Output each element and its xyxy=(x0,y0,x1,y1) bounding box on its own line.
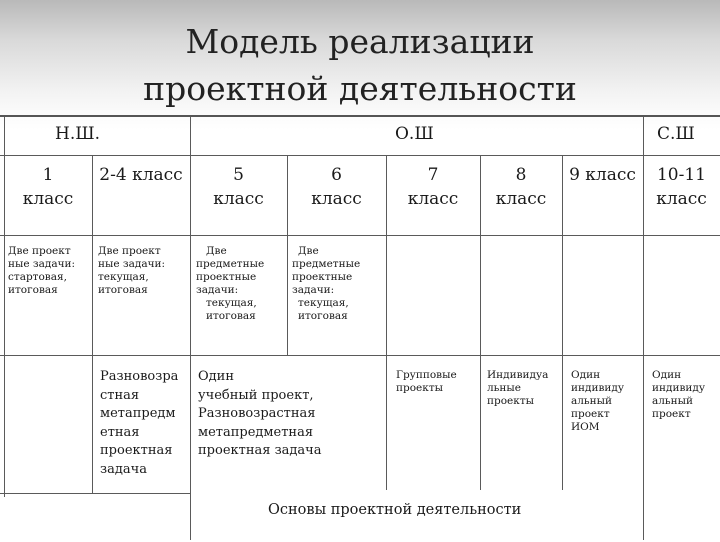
projects-grade-5-6: Один учебный проект, Разновозрастная метапредметная проектная задача xyxy=(198,369,322,458)
grade-2-4: 2-4 класс xyxy=(99,165,183,185)
grade-8: 8 класс xyxy=(495,165,547,209)
projects-grade-7: Групповые проекты xyxy=(396,369,457,394)
level-basic: О.Ш xyxy=(395,124,434,144)
projects-grade-8: Индивидуа льные проекты xyxy=(487,369,549,407)
tasks-grade-2-4: Две проект ные задачи: текущая, итоговая xyxy=(98,245,166,296)
footer-course: Основы проектной деятельности xyxy=(268,502,522,518)
title-line-2: проектной деятельности xyxy=(143,69,577,108)
grade-9: 9 класс xyxy=(569,165,636,185)
grade-10-11: 10-11 класс xyxy=(656,165,707,209)
grade-5: 5 класс xyxy=(213,165,264,209)
tasks-grade-6: Две предметные проектные задачи: текущая, итоговая xyxy=(292,245,361,322)
grade-7: 7 класс xyxy=(407,165,459,209)
level-primary: Н.Ш. xyxy=(55,124,101,144)
tasks-grade-1: Две проект ные задачи: стартовая, итоговая xyxy=(8,245,76,296)
projects-grade-2-4: Разновозра стная метапредм етная проектная задача xyxy=(100,369,179,477)
slide-title xyxy=(0,18,720,112)
tasks-grade-5: Две предметные проектные задачи: текущая, итоговая xyxy=(196,245,265,322)
grade-6: 6 класс xyxy=(311,165,362,209)
grade-1: 1 класс xyxy=(22,165,74,209)
title-line-1: Модель реализации xyxy=(185,22,535,61)
projects-grade-10-11: Один индивиду альный проект xyxy=(652,369,706,420)
projects-grade-9: Один индивиду альный проект ИОМ xyxy=(571,369,625,433)
level-secondary: С.Ш xyxy=(657,124,695,144)
